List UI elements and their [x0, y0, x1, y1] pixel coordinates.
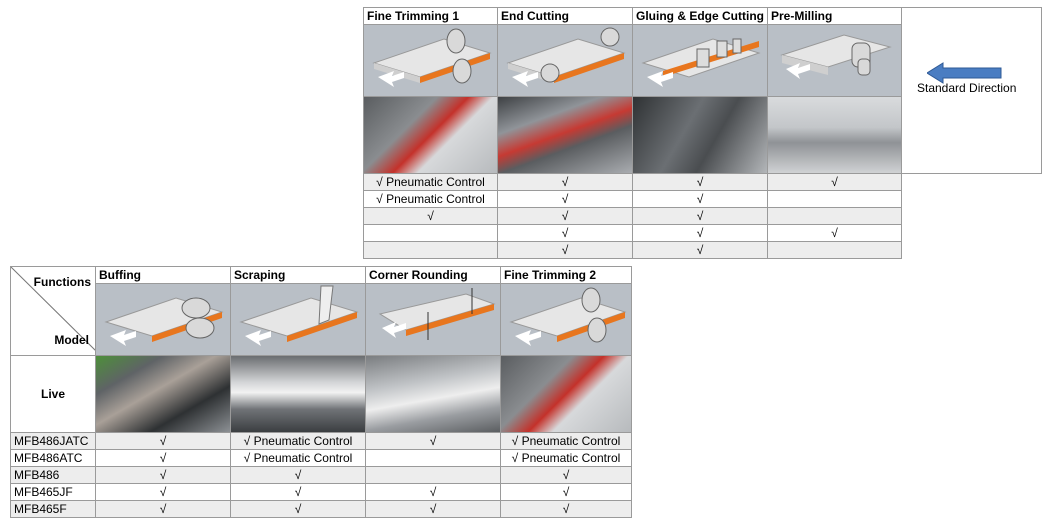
header-end-cutting: End Cutting [498, 8, 633, 25]
diagram-fine-trimming-2 [501, 284, 632, 356]
cell: √ [501, 484, 632, 501]
header-pre-milling: Pre-Milling [768, 8, 902, 25]
cell: √ [501, 467, 632, 484]
cell [366, 467, 501, 484]
cell: √ Pneumatic Control [501, 450, 632, 467]
cell [364, 225, 498, 242]
header-fine-trimming-2: Fine Trimming 2 [501, 267, 632, 284]
cell: √ [96, 433, 231, 450]
header-scraping: Scraping [231, 267, 366, 284]
cell: √ Pneumatic Control [364, 191, 498, 208]
photo-fine-trimming-1 [364, 97, 498, 174]
cell: √ [768, 225, 902, 242]
model-name: MFB465JF [11, 484, 96, 501]
header-corner-rounding: Corner Rounding [366, 267, 501, 284]
functions-label: Functions [33, 275, 91, 289]
cell: √ [501, 501, 632, 518]
cell [768, 242, 902, 259]
cell: √ [498, 225, 633, 242]
cell: √ [633, 191, 768, 208]
cell: √ [633, 174, 768, 191]
model-name: MFB486JATC [11, 433, 96, 450]
cell: √ [498, 174, 633, 191]
cell [768, 208, 902, 225]
cell: √ [498, 242, 633, 259]
cell: √ [768, 174, 902, 191]
cell: √ Pneumatic Control [501, 433, 632, 450]
diagram-corner-rounding [366, 284, 501, 356]
header-gluing-edge-cutting: Gluing & Edge Cutting [633, 8, 768, 25]
cell: √ [96, 501, 231, 518]
photo-end-cutting [498, 97, 633, 174]
cell: √ [366, 484, 501, 501]
cell: √ [366, 501, 501, 518]
cell: √ Pneumatic Control [231, 433, 366, 450]
cell [768, 191, 902, 208]
model-name: MFB465F [11, 501, 96, 518]
top-functions-table [363, 7, 1042, 259]
cell: √ [96, 484, 231, 501]
cell: √ [364, 208, 498, 225]
diagram-buffing [96, 284, 231, 356]
cell: √ [366, 433, 501, 450]
standard-direction-label: Standard Direction [917, 81, 1017, 95]
diagram-fine-trimming-1 [364, 25, 498, 97]
cell: √ [498, 208, 633, 225]
diagram-scraping [231, 284, 366, 356]
cell: √ Pneumatic Control [364, 174, 498, 191]
live-label: Live [11, 356, 96, 433]
cell: √ [231, 501, 366, 518]
cell: √ [231, 484, 366, 501]
cell: √ [96, 450, 231, 467]
header-fine-trimming-1: Fine Trimming 1 [364, 8, 498, 25]
cell: √ [633, 208, 768, 225]
cell: √ [96, 467, 231, 484]
photo-buffing [96, 356, 231, 433]
photo-pre-milling [768, 97, 902, 174]
model-label: Model [54, 333, 89, 347]
cell: √ [633, 225, 768, 242]
cell [366, 450, 501, 467]
diagram-pre-milling [768, 25, 902, 97]
model-name: MFB486 [11, 467, 96, 484]
functions-model-corner [11, 267, 96, 356]
cell: √ [633, 242, 768, 259]
bottom-functions-table [10, 266, 632, 518]
header-buffing: Buffing [96, 267, 231, 284]
diagram-gluing-edge-cutting [633, 25, 768, 97]
cell: √ [231, 467, 366, 484]
cell: √ [498, 191, 633, 208]
model-name: MFB486ATC [11, 450, 96, 467]
cell [364, 242, 498, 259]
diagram-end-cutting [498, 25, 633, 97]
photo-fine-trimming-2 [501, 356, 632, 433]
photo-scraping [231, 356, 366, 433]
photo-corner-rounding [366, 356, 501, 433]
photo-gluing-edge-cutting [633, 97, 768, 174]
cell: √ Pneumatic Control [231, 450, 366, 467]
